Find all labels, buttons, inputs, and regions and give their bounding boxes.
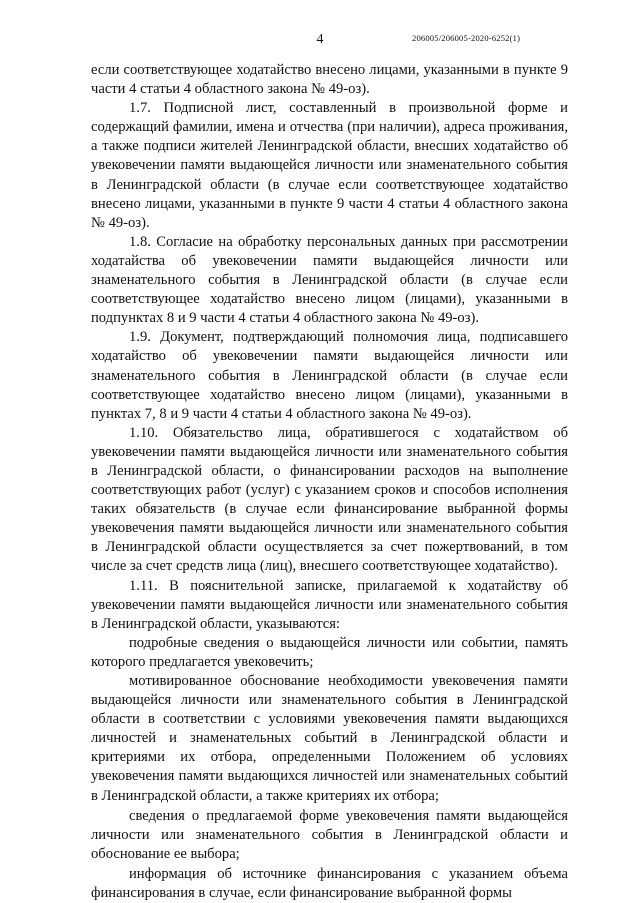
- document-body: [91, 61, 568, 903]
- paragraph-1-8: 1.8. Согласие на обработку персональных данных при рассмотрении ходатайства об увековечении памяти выдающейся личности или знаменательного события в Ленинградской области (в случае если соответствующее ходатайство внесено лицом (лицами), указанными в подпунктах 8 и 9 части 4 статьи 4 областного закона № 49-оз).: [91, 233, 568, 327]
- paragraph-1-7: 1.7. Подписной лист, составленный в произвольной форме и содержащий фамилии, имена и отчества (при наличии), адреса проживания, а также подписи жителей Ленинградской области, внесших ходатайство об увековечении памяти выдающейся личности или знаменательного события в Ленинградской области (в случае если соответствующее ходатайство внесено лицами, указанными в пункте 9 части 4 статьи 4 областного закона № 49-оз).: [91, 100, 568, 231]
- list-item-justification: мотивированное обоснование необходимости увековечения памяти выдающейся личности или знаменательного события в Ленинградской области в соответствии с условиями увековечения памяти выдающихся личностей и знаменательных событий в Ленинградской области и критериями их отбора, определенными Положением об условиях увековечения памяти выдающихся личностей или знаменательных событий в Ленинградской области, а также критериях их отбора;: [91, 673, 568, 804]
- list-item-details: подробные сведения о выдающейся личности или событии, память которого предлагается увековечить;: [91, 634, 568, 670]
- paragraph-1-9: 1.9. Документ, подтверждающий полномочия лица, подписавшего ходатайство об увековечении памяти выдающейся личности или знаменательного события в Ленинградской области (в случае если соответствующее ходатайство внесено лицом (лицами), указанными в пунктах 7, 8 и 9 части 4 статьи 4 областного закона № 49-оз).: [91, 329, 568, 422]
- list-item-financing: информация об источнике финансирования с указанием объема финансирования в случае, если финансирование выбранной формы: [91, 865, 568, 902]
- list-item-form: сведения о предлагаемой форме увековечения памяти выдающейся личности или знаменательного события в Ленинградской области и обоснование ее выбора;: [91, 807, 568, 862]
- page-number: 4: [316, 32, 324, 47]
- paragraph-1-10: 1.10. Обязательство лица, обратившегося с ходатайством об увековечении памяти выдающейся личности или знаменательного события в Ленинградской области, о финансировании расходов на выполнение соответствующих работ (услуг) с указанием сроков и способов исполнения таких обязательств (в случае если финансирование выбранной формы увековечения памяти выдающейся личности или знаменательного события в Ленинградской области осуществляется за счет пожертвований, в том числе за счет средств лица (лиц), внесшего соответствующее ходатайство).: [91, 424, 568, 575]
- paragraph-continuation: если соответствующее ходатайство внесено лицами, указанными в пункте 9 части 4 статьи 4 областного закона № 49-оз).: [91, 62, 568, 98]
- paragraph-1-11: 1.11. В пояснительной записке, прилагаемой к ходатайству об увековечении памяти выдающейся личности или знаменательного события в Ленинградской области, указываются:: [91, 577, 568, 632]
- document-code: 206005/206005-2020-6252(1): [412, 33, 521, 43]
